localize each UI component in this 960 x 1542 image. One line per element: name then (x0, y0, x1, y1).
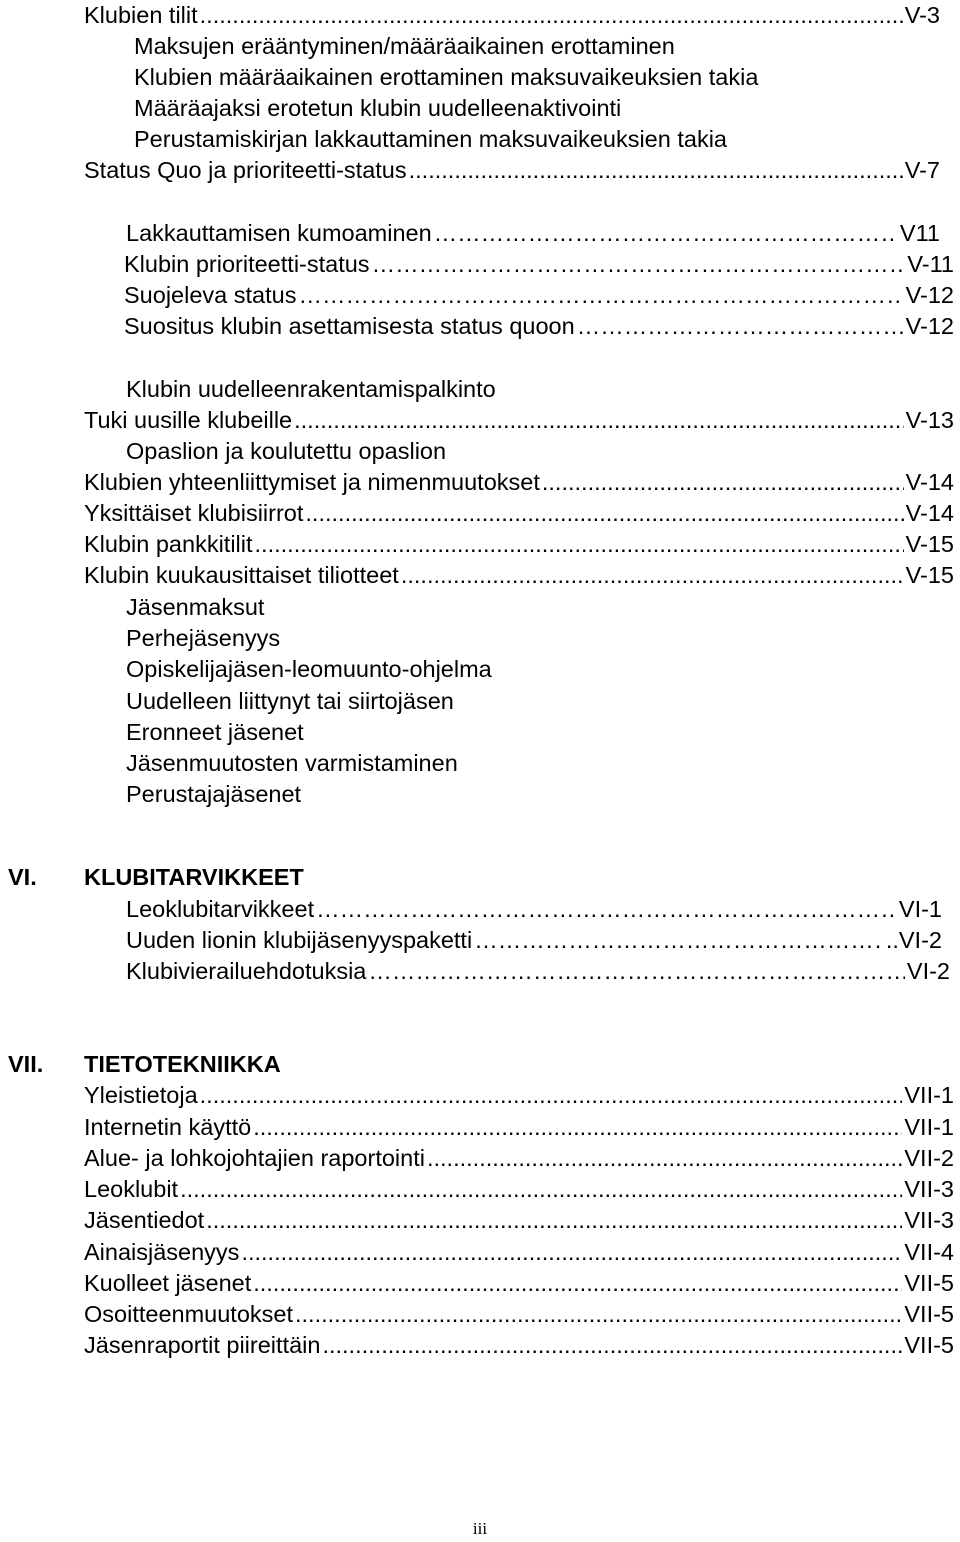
toc-entry (126, 717, 304, 747)
toc-entry-page: VII-3 (904, 1207, 954, 1233)
toc-leader (409, 155, 903, 185)
toc-leader (322, 1330, 902, 1360)
toc-entry-page: V-15 (905, 562, 954, 588)
toc-entry-page: V-13 (905, 407, 954, 433)
toc-leader (368, 956, 905, 986)
toc-entry (84, 560, 954, 590)
toc-entry-title: Klubin kuukausittaiset tiliotteet (84, 562, 399, 588)
toc-entry (124, 311, 954, 341)
toc-entry (84, 405, 954, 435)
toc-entry-title: Opaslion ja koulutettu opaslion (126, 438, 447, 464)
toc-entry (126, 592, 264, 622)
toc-leader (180, 1174, 902, 1204)
toc-leader (316, 894, 897, 924)
section-vii-title: TIETOTEKNIIKKA (84, 1051, 281, 1077)
toc-entry (84, 498, 954, 528)
toc-entry-title: Leoklubit (84, 1176, 179, 1202)
toc-entry-page: VII-5 (904, 1301, 954, 1327)
toc-leader (241, 1237, 902, 1267)
toc-leader (434, 218, 898, 248)
toc-entry-page: V-14 (905, 500, 954, 526)
toc-entry-title: Klubivierailuehdotuksia (126, 958, 367, 984)
toc-entry (134, 31, 675, 61)
toc-entry-title: Perhejäsenyys (126, 625, 281, 651)
toc-entry-page: V-12 (905, 282, 954, 308)
toc-leader (542, 467, 904, 497)
toc-entry-title: Perustajajäsenet (126, 781, 302, 807)
toc-entry-title: Jäsenraportit piireittäin (84, 1332, 321, 1358)
toc-entry (126, 686, 454, 716)
toc-entry-title: Suojeleva status (124, 282, 297, 308)
toc-entry-title: Opiskelijajäsen-leomuunto-ohjelma (126, 656, 492, 682)
toc-entry-title: Eronneet jäsenet (126, 719, 304, 745)
toc-entry-title: Jäsenmuutosten varmistaminen (126, 750, 458, 776)
toc-leader (294, 405, 904, 435)
toc-entry-page: V-11 (907, 251, 954, 277)
toc-entry (84, 1299, 954, 1329)
toc-entry (84, 0, 940, 30)
toc-entry (124, 249, 954, 279)
toc-entry-page: ..VI-2 (885, 927, 942, 953)
toc-entry (84, 1268, 954, 1298)
toc-entry-title: Tuki uusille klubeille (84, 407, 293, 433)
toc-entry-title: Klubien tilit (84, 2, 198, 28)
toc-entry-page: VII-2 (904, 1145, 954, 1171)
toc-entry (84, 467, 954, 497)
toc-entry (134, 124, 727, 154)
toc-entry (84, 1237, 954, 1267)
toc-entry-title: Maksujen erääntyminen/määräaikainen erottaminen (134, 33, 675, 59)
toc-entry (126, 374, 496, 404)
toc-leader (474, 925, 884, 955)
toc-entry (134, 62, 758, 92)
toc-entry (84, 1143, 954, 1173)
section-vii-number: VII. (8, 1051, 44, 1077)
toc-entry (126, 894, 942, 924)
toc-entry (84, 1330, 954, 1360)
toc-entry-page: VII-3 (904, 1176, 954, 1202)
toc-entry (84, 1205, 954, 1235)
toc-entry (126, 925, 942, 955)
toc-leader (427, 1143, 902, 1173)
toc-leader (206, 1205, 902, 1235)
toc-entry-title: Perustamiskirjan lakkauttaminen maksuvaikeuksien takia (134, 126, 727, 152)
toc-leader (372, 249, 906, 279)
toc-leader (295, 1299, 902, 1329)
toc-entry-title: Yleistietoja (84, 1082, 198, 1108)
toc-entry (84, 529, 954, 559)
toc-entry-page: V-3 (904, 2, 940, 28)
toc-entry (84, 1080, 954, 1110)
toc-entry (126, 436, 446, 466)
toc-entry-page: VI-1 (898, 896, 942, 922)
toc-entry-title: Jäsenmaksut (126, 594, 265, 620)
toc-leader (298, 280, 903, 310)
toc-entry-page: V-15 (905, 531, 954, 557)
toc-entry (84, 1112, 954, 1142)
toc-entry (134, 93, 621, 123)
toc-entry-title: Klubin pankkitilit (84, 531, 253, 557)
toc-entry-page: VII-1 (904, 1082, 954, 1108)
toc-entry-page: VII-4 (904, 1239, 954, 1265)
toc-entry (126, 779, 301, 809)
toc-leader (200, 1080, 903, 1110)
toc-entry (126, 623, 280, 653)
toc-entry-title: Klubin uudelleenrakentamispalkinto (126, 376, 496, 402)
toc-entry-title: Osoitteenmuutokset (84, 1301, 293, 1327)
toc-entry-page: VI-2 (906, 958, 950, 984)
page-number: iii (472, 1519, 488, 1538)
toc-entry-page: V-12 (905, 313, 954, 339)
toc-leader (401, 560, 904, 590)
toc-entry-title: Määräajaksi erotetun klubin uudelleenaktivointi (134, 95, 622, 121)
section-vi-number: VI. (8, 864, 37, 890)
toc-leader (200, 0, 903, 30)
toc-entry-page: V-14 (905, 469, 954, 495)
toc-entry-title: Uudelleen liittynyt tai siirtojäsen (126, 688, 454, 714)
toc-leader (253, 1112, 902, 1142)
toc-entry-title: Status Quo ja prioriteetti-status (84, 157, 407, 183)
section-vi-title: KLUBITARVIKKEET (84, 864, 304, 890)
toc-entry-title: Yksittäiset klubisiirrot (84, 500, 304, 526)
toc-entry-title: Alue- ja lohkojohtajien raportointi (84, 1145, 425, 1171)
toc-entry-title: Uuden lionin klubijäsenyyspaketti (126, 927, 473, 953)
toc-entry-page: V-7 (904, 157, 940, 183)
toc-entry-title: Klubien yhteenliittymiset ja nimenmuutokset (84, 469, 540, 495)
toc-entry-page: V11 (899, 220, 940, 246)
toc-entry-title: Ainaisjäsenyys (84, 1239, 240, 1265)
toc-entry-page: VII-1 (904, 1114, 954, 1140)
toc-leader (255, 529, 904, 559)
toc-entry (126, 748, 458, 778)
toc-entry (84, 155, 940, 185)
toc-entry-title: Klubien määräaikainen erottaminen maksuvaikeuksien takia (134, 64, 759, 90)
toc-entry (126, 956, 950, 986)
toc-leader (305, 498, 903, 528)
toc-entry (126, 654, 492, 684)
toc-entry-title: Suositus klubin asettamisesta status quoon (124, 313, 575, 339)
toc-entry-title: Lakkauttamisen kumoaminen (126, 220, 432, 246)
toc-entry-title: Kuolleet jäsenet (84, 1270, 252, 1296)
toc-entry (84, 1174, 954, 1204)
toc-entry-title: Klubin prioriteetti-status (124, 251, 370, 277)
toc-leader (253, 1268, 902, 1298)
toc-entry (124, 280, 954, 310)
toc-entry-title: Internetin käyttö (84, 1114, 252, 1140)
toc-entry-title: Leoklubitarvikkeet (126, 896, 315, 922)
toc-entry-page: VII-5 (904, 1270, 954, 1296)
toc-entry (126, 218, 940, 248)
toc-entry-page: VII-5 (904, 1332, 954, 1358)
toc-leader (577, 311, 904, 341)
toc-entry-title: Jäsentiedot (84, 1207, 205, 1233)
